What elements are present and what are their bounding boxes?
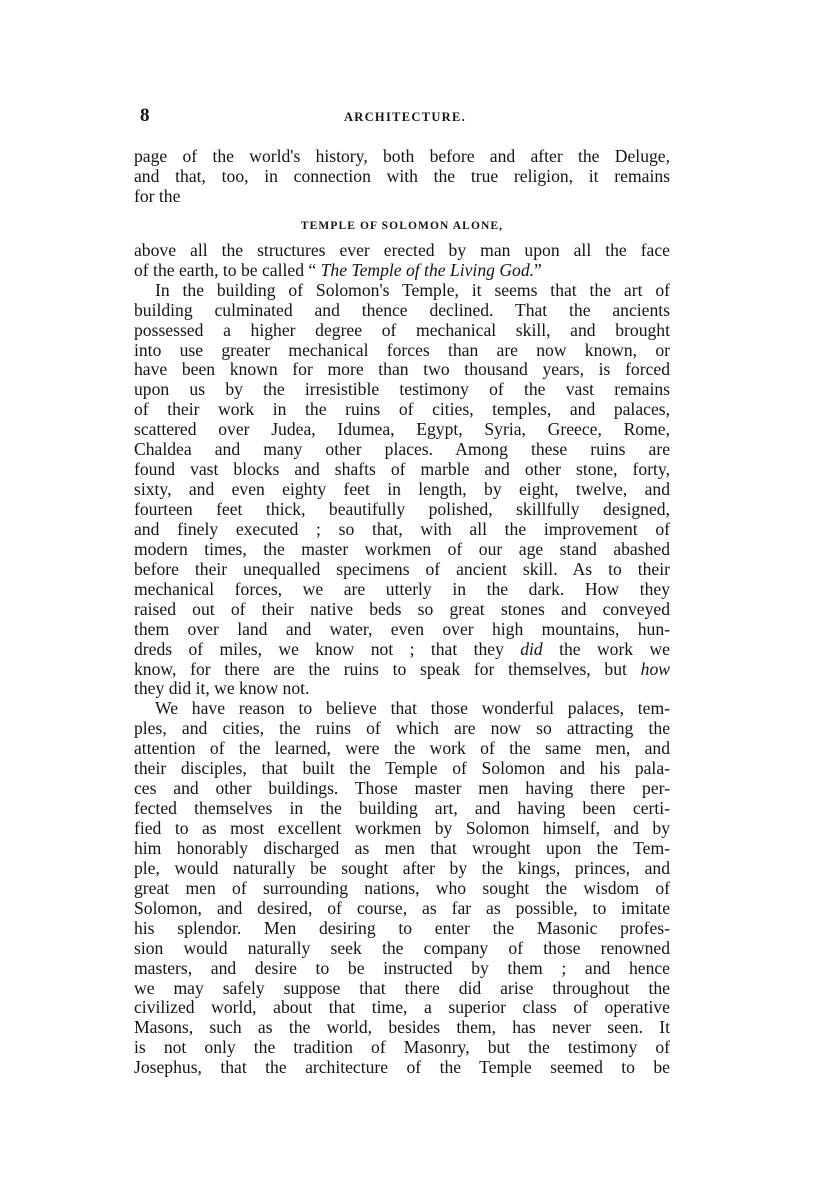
text-line: fied to as most excellent workmen by Solomon himself, and by <box>134 819 670 838</box>
text-line: civilized world, about that time, a superior class of operative <box>134 998 670 1018</box>
text-line: them over land and water, even over high mountains, hun- <box>134 619 670 639</box>
text-line: before their unequalled specimens of ancient skill. As to their <box>134 559 670 579</box>
text-line: for the <box>134 186 181 206</box>
text-line: great men of surrounding nations, who sought the wisdom of <box>134 878 670 898</box>
text-line: upon us by the irresistible testimony of the vast remains <box>134 380 670 400</box>
text-line: fected themselves in the building art, and having been certi- <box>134 799 670 819</box>
text-line <box>134 640 670 660</box>
text-line: page of the world's history, both before and after the Deluge, <box>134 147 670 166</box>
text-line: possessed a higher degree of mechanical skill, and brought <box>134 320 670 340</box>
text-line: attention of the learned, were the work of the same men, and <box>134 739 670 759</box>
text-line: have been known for more than two thousand years, is forced <box>134 360 670 380</box>
body-text <box>134 147 670 1078</box>
text-line: and finely executed ; so that, with all the improvement of <box>134 519 670 539</box>
italic-word: did <box>520 639 543 659</box>
text-line <box>134 261 670 281</box>
text-line: they did it, we know not. <box>134 679 310 699</box>
section-heading: TEMPLE OF SOLOMON ALONE, <box>300 219 504 232</box>
text-segment: ” <box>534 260 542 280</box>
text-line: into use greater mechanical forces than are now known, or <box>134 340 670 360</box>
text-segment: of the earth, to be called “ <box>134 260 321 280</box>
text-line: modern times, the master workmen of our age stand abashed <box>134 539 670 559</box>
text-line: masters, and desire to be instructed by them ; and hence <box>134 958 670 978</box>
running-head: ARCHITECTURE. <box>343 110 467 124</box>
text-line <box>134 660 670 680</box>
text-line: ces and other buildings. Those master men having there per- <box>134 779 670 799</box>
text-line: fourteen feet thick, beautifully polished, skillfully designed, <box>134 500 670 519</box>
text-segment: dreds of miles, we know not ; that they <box>134 639 521 659</box>
text-line: ple, would naturally be sought after by the kings, princes, and <box>134 858 670 878</box>
text-line: of their work in the ruins of cities, temples, and palaces, <box>134 400 670 420</box>
text-line: Masons, such as the world, besides them, has never seen. It <box>134 1018 670 1038</box>
text-line: his splendor. Men desiring to enter the Masonic profes- <box>134 918 670 938</box>
text-line: Chaldea and many other places. Among these ruins are <box>134 440 670 460</box>
text-line: ples, and cities, the ruins of which are now so attracting the <box>134 719 670 739</box>
text-line: their disciples, that built the Temple of Solomon and his pala- <box>134 759 670 779</box>
text-line: him honorably discharged as men that wrought upon the Tem- <box>134 838 670 858</box>
page-number: 8 <box>140 105 150 126</box>
text-line: and that, too, in connection with the true religion, it remains <box>134 166 670 186</box>
text-line: we may safely suppose that there did arise throughout the <box>134 978 670 998</box>
italic-word: how <box>640 659 670 679</box>
text-line: building culminated and thence declined. That the ancients <box>134 300 670 320</box>
text-line: above all the structures ever erected by man upon all the face <box>134 240 670 260</box>
text-line: We have reason to believe that those wonderful palaces, tem- <box>155 699 670 719</box>
italic-title: The Temple of the Living God. <box>320 260 535 280</box>
text-segment: know, for there are the ruins to speak for themselves, but <box>134 659 641 679</box>
page-header <box>140 104 670 128</box>
text-line: Solomon, and desired, of course, as far as possible, to imitate <box>134 898 670 918</box>
text-line: raised out of their native beds so great stones and conveyed <box>134 599 670 619</box>
text-line: sixty, and even eighty feet in length, by eight, twelve, and <box>134 480 670 500</box>
text-line: is not only the tradition of Masonry, but the testimony of <box>134 1038 670 1058</box>
text-line: found vast blocks and shafts of marble and other stone, forty, <box>134 460 670 480</box>
text-line: In the building of Solomon's Temple, it seems that the art of <box>155 280 670 300</box>
text-line: scattered over Judea, Idumea, Egypt, Syria, Greece, Rome, <box>134 420 670 440</box>
text-line: Josephus, that the architecture of the Temple seemed to be <box>134 1058 670 1078</box>
text-line: sion would naturally seek the company of those renowned <box>134 938 670 958</box>
text-segment: the work we <box>542 639 670 659</box>
text-line: mechanical forces, we are utterly in the dark. How they <box>134 579 670 599</box>
